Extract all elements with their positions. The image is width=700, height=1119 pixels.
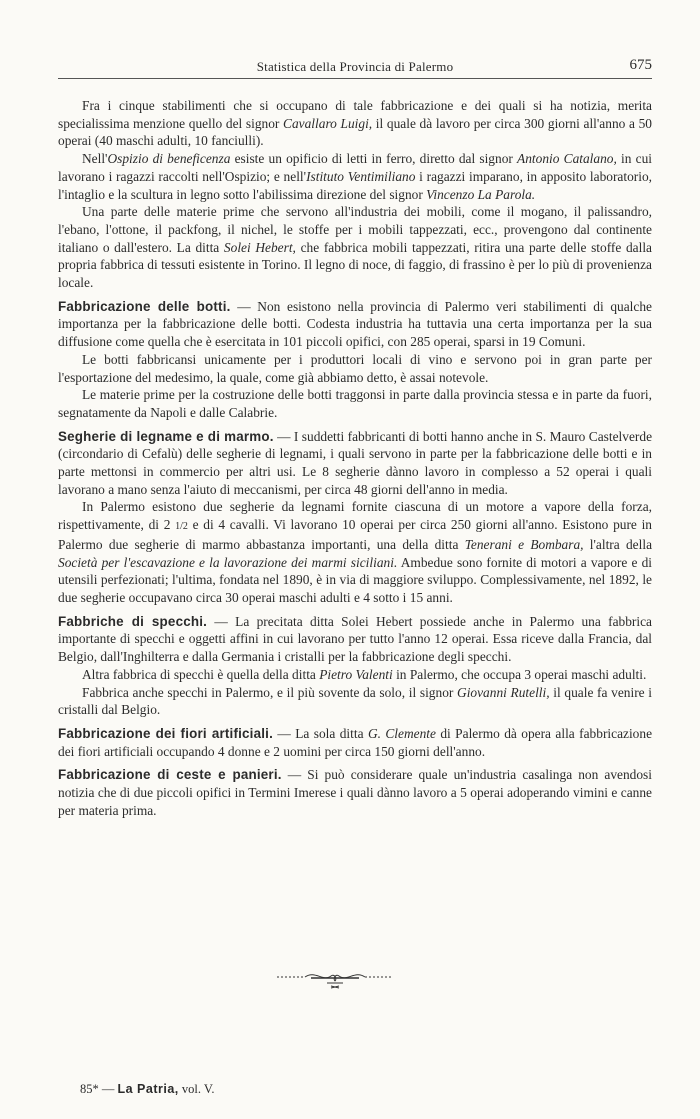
paragraph: Le botti fabbricansi unicamente per i produttori locali di vino e servono poi in gran parte per l'esportazione del medesimo, la quale, come già abbiamo detto, è assai notevole. (58, 351, 652, 385)
section-botti: Fabbricazione delle botti. — Non esistono nella provincia di Palermo veri stabilimenti di qualche importanza per la fabbricazione delle botti. Codesta industria ha tuttavia una certa importanza per la sua diffusione come quella che è esercitata in 101 piccoli opifici, con 285 operai, sparsi in 19 Comuni. (58, 298, 652, 350)
signature-mark: 85* — (80, 1082, 115, 1096)
ornament-flourish-icon (275, 966, 395, 990)
volume: vol. V. (181, 1082, 215, 1096)
section-heading: Fabbricazione delle botti. (58, 298, 231, 314)
section-fiori: Fabbricazione dei fiori artificiali. — La sola ditta G. Clemente di Palermo dà opera alla fabbricazione dei fiori artificiali occupando 4 donne e 2 uomini per circa 150 giorni dell'anno. (58, 725, 653, 759)
page-number: 675 (629, 57, 652, 73)
section-specchi: Fabbriche di specchi. — La precitata ditta Solei Hebert possiede anche in Palermo una fabbrica importante di specchi e oggetti affini in cui lavorano per tutto l'anno 12 operai. Essa riceve dalla Francia, dal Belgio, dall'Inghilterra e dalla Germania i cristalli per la fabbricazione degli specchi. (58, 613, 652, 665)
section-heading: Fabbricazione dei fiori artificiali. (58, 725, 274, 741)
paragraph: Altra fabbrica di specchi è quella della ditta Pietro Valenti in Palermo, che occupa 3 operai maschi adulti. (82, 666, 647, 682)
page (58, 52, 652, 819)
running-head (58, 52, 652, 79)
document-body (58, 97, 652, 819)
running-title: Statistica della Provincia di Palermo (256, 59, 454, 74)
journal-name: La Patria, (117, 1082, 179, 1096)
paragraph: In Palermo esistono due segherie da legnami fornite ciascuna di un motore a vapore della forza, rispettivamente, di 2 1/2 e di 4 cavalli. Vi lavorano 10 operai per circa 250 giorni all'anno. Esistono pure in Palermo due segherie di marmo abbastanza importanti, una della ditta Tenerani e Bombara, l'altra della Società per l'escavazione e la lavorazione dei marmi siciliani. Ambedue sono fornite di motori a vapore e di utensili perfezionati; l'ultima, fondata nel 1890, è in via di maggiore sviluppo. Complessivamente, nel 1892, le due segherie occupavano circa 30 operai maschi adulti e 4 sotto i 15 anni. (58, 499, 653, 605)
section-heading: Fabbriche di specchi. (58, 613, 208, 629)
section-heading: Fabbricazione di ceste e panieri. (58, 767, 282, 783)
paragraph: Fabbrica anche specchi in Palermo, e il più sovente da solo, il signor Giovanni Rutelli, il quale fa venire i cristalli dal Belgio. (58, 684, 652, 718)
page-footer (80, 1082, 214, 1097)
paragraph: Una parte delle materie prime che servono all'industria dei mobili, come il mogano, il palissandro, l'ebano, l'ottone, il packfong, il nichel, le stoffe per i mobili tappezzati, ecc., provengono dal continente italiano o dall'estero. La ditta Solei Hebert, che fabbrica mobili tappezzati, ritira una parte delle stoffe dalla propria fabbrica di tessuti esistente in Torino. Il legno di noce, di faggio, di frassino è per lo più di provenienza locale. (58, 204, 653, 291)
section-heading: Segherie di legname e di marmo. (58, 428, 274, 444)
paragraph: Fra i cinque stabilimenti che si occupano di tale fabbricazione e dei quali si ha notizia, merita specialissima menzione quello del signor Cavallaro Luigi, il quale dà lavoro per circa 300 giorni all'anno a 50 operai (40 maschi adulti, 10 fanciulli). (58, 98, 652, 149)
paragraph: Le materie prime per la costruzione delle botti traggonsi in parte dalla provincia stessa e in parte da fuori, segnatamente da Napoli e dalle Calabrie. (58, 387, 652, 420)
fraction: 1/2 (175, 521, 188, 533)
paragraph: Nell'Ospizio di beneficenza esiste un opificio di letti in ferro, diretto dal signor Antonio Catalano, in cui lavorano i ragazzi raccolti nell'Ospizio; e nell'Istituto Ventimiliano i ragazzi imparano, in apposito laboratorio, l'intaglio e la scultura in legno sotto l'abilissima direzione del signor Vincenzo La Parola. (58, 151, 652, 202)
section-segherie: Segherie di legname e di marmo. — I suddetti fabbricanti di botti hanno anche in S. Mauro Castelverde (circondario di Cefalù) delle segherie di legnami, i quali servono in parte per la fabbricazione delle botti e in parte mettonsi in commercio per altri usi. Le 8 segherie dànno lavoro in complesso a 52 operai i quali lavorano a mano senza l'aiuto di meccanismi, per circa 48 giorni dell'anno in media. (58, 428, 653, 497)
section-ceste: Fabbricazione di ceste e panieri. — Si può considerare quale un'industria casalinga non avendosi notizia che di due piccoli opifici in Termini Imerese i quali dànno lavoro a 5 operai adoperando vimini e canne per materia prima. (58, 767, 652, 818)
